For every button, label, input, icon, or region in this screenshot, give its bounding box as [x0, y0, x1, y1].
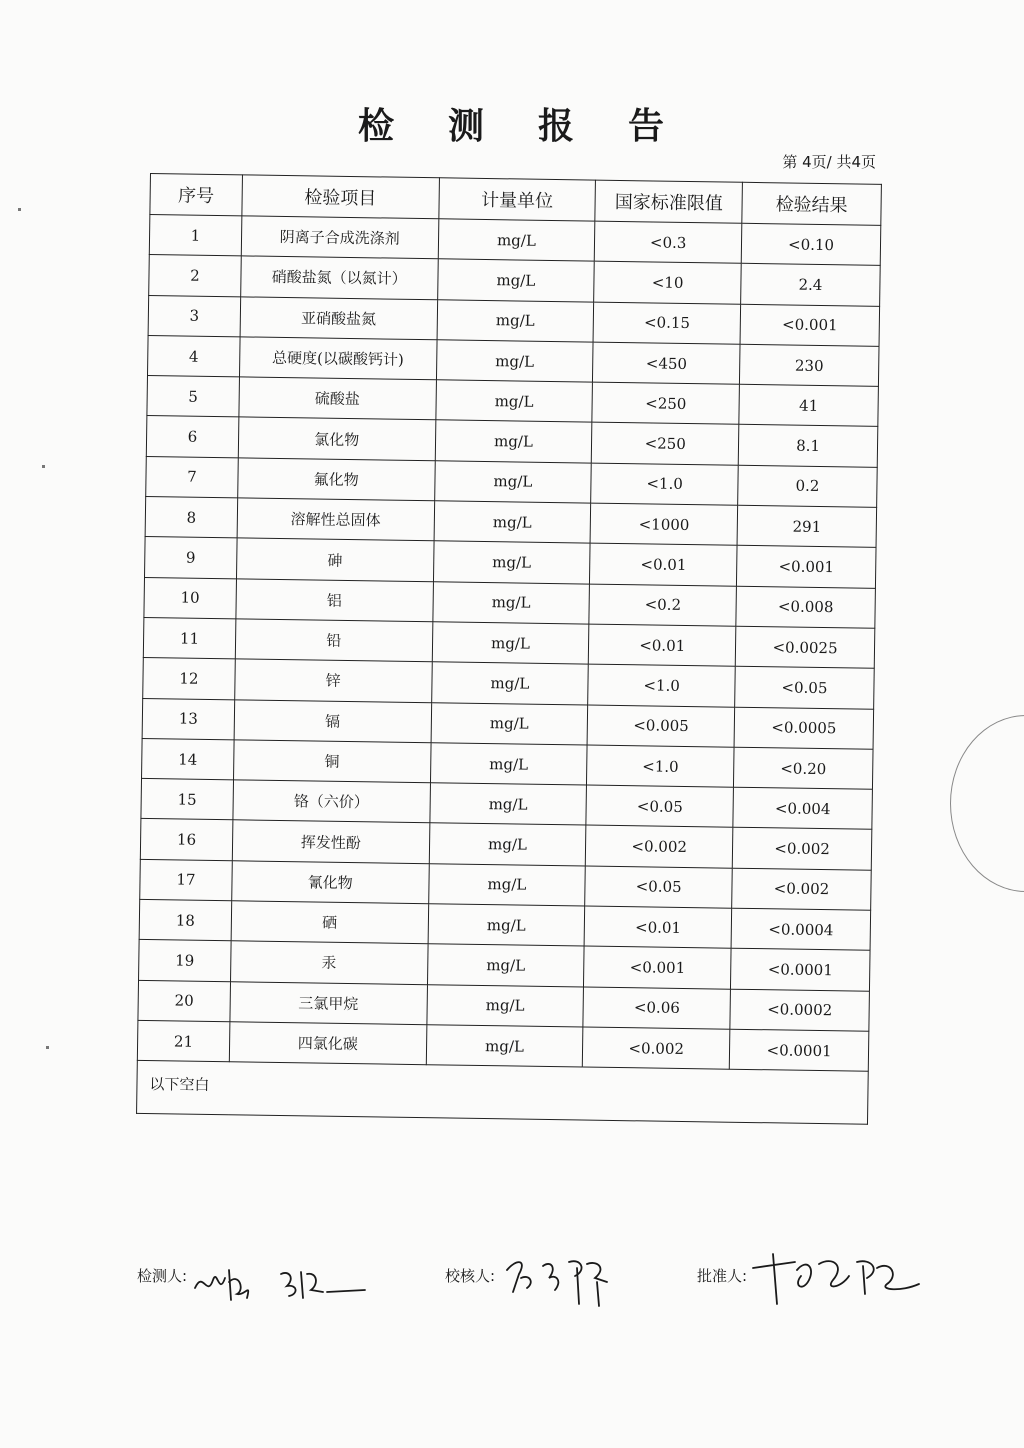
table-body — [137, 215, 880, 1072]
row-number: 8 — [145, 497, 237, 539]
unit: mg/L — [428, 863, 585, 906]
scan-speck — [18, 208, 21, 211]
tester-signature-mark — [189, 1262, 369, 1306]
unit: mg/L — [429, 783, 586, 826]
approver-signature-mark — [749, 1246, 929, 1316]
standard-limit: <1.0 — [588, 664, 735, 706]
unit: mg/L — [427, 944, 584, 987]
test-result: <0.001 — [740, 304, 879, 346]
test-item: 挥发性酚 — [232, 820, 429, 863]
blank-row — [137, 1061, 869, 1124]
unit: mg/L — [430, 743, 587, 786]
row-number: 4 — [147, 335, 239, 377]
unit: mg/L — [434, 501, 591, 544]
test-item: 镉 — [234, 699, 431, 742]
report-title — [0, 98, 1024, 149]
standard-limit: <0.2 — [589, 584, 736, 626]
standard-limit: <0.001 — [584, 946, 731, 988]
test-item: 四氯化碳 — [229, 1022, 426, 1065]
test-item: 氟化物 — [238, 458, 435, 501]
standard-limit: <0.05 — [585, 866, 732, 908]
test-result: <0.0001 — [729, 1029, 868, 1071]
test-result: <0.002 — [732, 868, 871, 910]
row-number: 21 — [137, 1020, 229, 1062]
unit: mg/L — [436, 340, 593, 383]
test-result: <0.0002 — [730, 989, 869, 1031]
test-result: <0.0005 — [734, 707, 873, 749]
row-number: 7 — [146, 456, 238, 498]
test-result: <0.001 — [737, 546, 876, 588]
row-number: 15 — [141, 779, 233, 821]
reviewer-label: 校核人: — [445, 1267, 496, 1285]
test-result: <0.10 — [741, 223, 880, 265]
standard-limit: <0.002 — [586, 825, 733, 867]
row-number: 20 — [138, 980, 230, 1022]
test-item: 硝酸盐氮（以氮计） — [241, 256, 438, 299]
test-result: <0.0004 — [731, 908, 870, 950]
standard-limit: <250 — [592, 423, 739, 465]
test-item: 汞 — [230, 941, 427, 984]
test-result: 230 — [740, 344, 879, 386]
standard-limit: <0.01 — [590, 543, 737, 585]
unit: mg/L — [438, 219, 595, 262]
standard-limit: <0.01 — [589, 624, 736, 666]
row-number: 9 — [145, 537, 237, 579]
test-item: 硫酸盐 — [239, 377, 436, 420]
test-result: 291 — [737, 505, 876, 547]
unit: mg/L — [434, 461, 591, 504]
reviewer-signature-mark — [499, 1248, 639, 1308]
test-result: <0.004 — [733, 787, 872, 829]
standard-limit: <1000 — [590, 503, 737, 545]
test-item: 氰化物 — [232, 861, 429, 904]
row-number: 2 — [149, 255, 241, 297]
standard-limit: <10 — [594, 261, 741, 303]
unit: mg/L — [431, 662, 588, 705]
test-item: 总硬度(以碳酸钙计) — [239, 337, 436, 380]
unit: mg/L — [432, 581, 589, 624]
header-cell: 计量单位 — [438, 178, 595, 221]
standard-limit: <0.15 — [593, 302, 740, 344]
unit: mg/L — [433, 541, 590, 584]
standard-limit: <0.005 — [587, 705, 734, 747]
title-char: 检 — [357, 106, 396, 147]
test-item: 锌 — [235, 659, 432, 702]
standard-limit: <1.0 — [591, 463, 738, 505]
row-number: 12 — [143, 658, 235, 700]
unit: mg/L — [432, 622, 589, 665]
test-result: <0.002 — [732, 828, 871, 870]
tester-label: 检测人: — [137, 1267, 188, 1285]
test-result: 8.1 — [738, 425, 877, 467]
header-cell: 检验项目 — [242, 175, 439, 219]
row-number: 1 — [149, 215, 241, 257]
test-result: <0.0025 — [735, 626, 874, 668]
standard-limit: <0.3 — [595, 221, 742, 263]
test-item: 氯化物 — [238, 417, 435, 460]
test-result: 0.2 — [738, 465, 877, 507]
unit: mg/L — [426, 1025, 583, 1068]
test-item: 溶解性总固体 — [237, 498, 434, 541]
standard-limit: <250 — [592, 382, 739, 424]
test-result: <0.008 — [736, 586, 875, 628]
header-cell: 序号 — [150, 174, 242, 216]
header-cell: 国家标准限值 — [595, 180, 742, 223]
row-number: 11 — [143, 617, 235, 659]
header-cell: 检验结果 — [742, 182, 881, 225]
row-number: 10 — [144, 577, 236, 619]
title-char: 测 — [447, 106, 486, 147]
row-number: 18 — [139, 899, 231, 941]
test-result: 41 — [739, 384, 878, 426]
standard-limit: <450 — [593, 342, 740, 384]
approver-label: 批准人: — [697, 1267, 748, 1285]
unit: mg/L — [428, 904, 585, 947]
standard-limit: <0.05 — [586, 785, 733, 827]
tester-signature-group — [137, 1262, 369, 1306]
row-number: 14 — [142, 738, 234, 780]
unit: mg/L — [437, 299, 594, 342]
page-number: 第 4页/ 共4页 — [782, 153, 876, 171]
unit: mg/L — [437, 259, 594, 302]
unit: mg/L — [431, 702, 588, 745]
scan-speck — [42, 465, 45, 468]
test-result: <0.20 — [734, 747, 873, 789]
test-item: 三氯甲烷 — [230, 981, 427, 1024]
seal-stamp-partial — [950, 715, 1024, 892]
test-result: <0.05 — [735, 667, 874, 709]
unit: mg/L — [435, 380, 592, 423]
test-item: 亚硝酸盐氮 — [240, 296, 437, 339]
unit: mg/L — [435, 420, 592, 463]
row-number: 6 — [146, 416, 238, 458]
row-number: 13 — [142, 698, 234, 740]
blank-note: 以下空白 — [137, 1061, 869, 1124]
test-result: <0.0001 — [731, 949, 870, 991]
title-char: 告 — [628, 106, 667, 147]
row-number: 17 — [140, 859, 232, 901]
standard-limit: <0.06 — [583, 987, 730, 1029]
unit: mg/L — [426, 984, 583, 1027]
title-char: 报 — [538, 106, 577, 147]
standard-limit: <0.002 — [583, 1027, 730, 1069]
test-item: 铝 — [236, 578, 433, 621]
test-results-table — [136, 173, 882, 1124]
test-item: 砷 — [236, 538, 433, 581]
test-item: 硒 — [231, 901, 428, 944]
reviewer-signature-group — [445, 1262, 639, 1308]
test-item: 铬（六价） — [233, 780, 430, 823]
unit: mg/L — [429, 823, 586, 866]
row-number: 16 — [140, 819, 232, 861]
test-result: 2.4 — [741, 264, 880, 306]
scan-speck — [46, 1046, 49, 1049]
row-number: 5 — [147, 376, 239, 418]
test-item: 铜 — [233, 740, 430, 783]
approver-signature-group — [697, 1262, 929, 1316]
test-item: 铅 — [235, 619, 432, 662]
signature-area — [137, 1262, 937, 1332]
standard-limit: <0.01 — [584, 906, 731, 948]
row-number: 3 — [148, 295, 240, 337]
standard-limit: <1.0 — [587, 745, 734, 787]
test-item: 阴离子合成洗涤剂 — [241, 216, 438, 259]
row-number: 19 — [139, 940, 231, 982]
